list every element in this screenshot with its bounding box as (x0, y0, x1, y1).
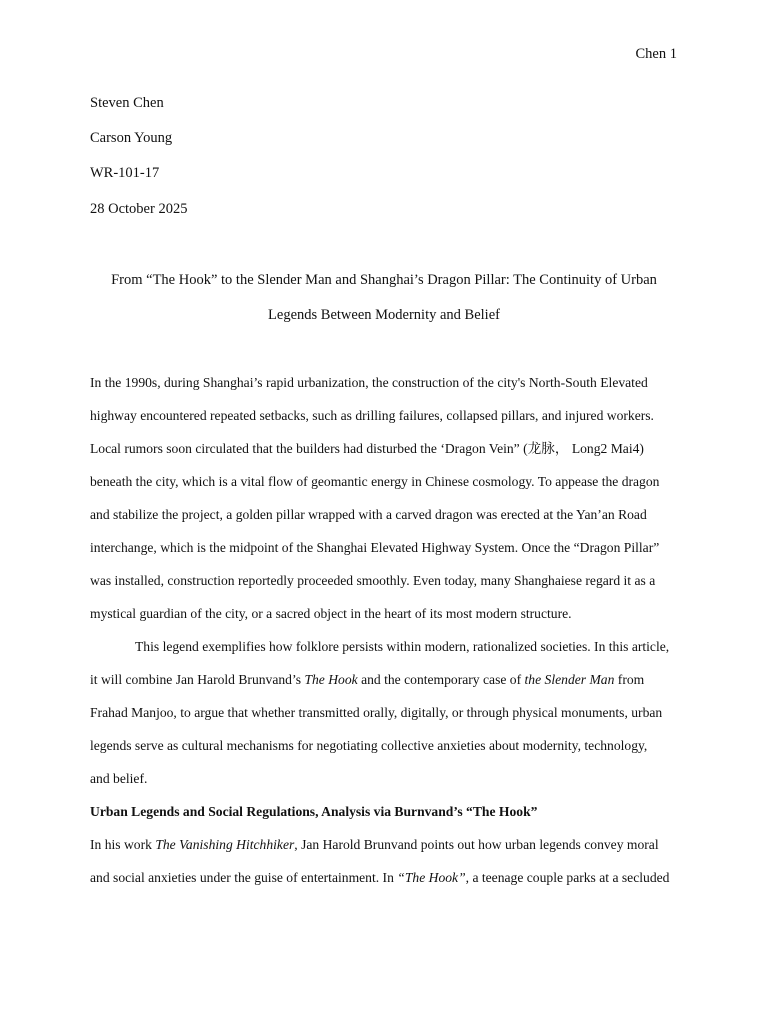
text-run: it will combine Jan Harold Brunvand’s (90, 672, 305, 687)
document-date: 28 October 2025 (90, 201, 188, 217)
title-line-1: From “The Hook” to the Slender Man and Shanghai’s Dragon Pillar: The Continuity of Urban (111, 272, 657, 288)
italic-title: the Slender Man (524, 672, 615, 687)
paragraph-2-line (90, 663, 680, 696)
paragraph-1-line: Local rumors soon circulated that the builders had disturbed the ‘Dragon Vein” (龙脉， Long2 Mai4) (90, 441, 644, 456)
paragraph-2-line: and belief. (90, 771, 148, 786)
instructor-name: Carson Young (90, 130, 173, 146)
italic-title: The Hook (304, 672, 358, 687)
document-body (90, 366, 680, 894)
section-heading: Urban Legends and Social Regulations, Analysis via Burnvand’s “The Hook” (90, 804, 538, 819)
document-title (90, 263, 678, 333)
text-run: and the contemporary case of (357, 672, 525, 687)
paragraph-1-line: interchange, which is the midpoint of the Shanghai Elevated Highway System. Once the “Dragon Pillar” (90, 540, 660, 555)
italic-title: The Vanishing Hitchhiker (155, 837, 295, 852)
text-run: from (614, 672, 645, 687)
paragraph-1-line: beneath the city, which is a vital flow of geomantic energy in Chinese cosmology. To appease the dragon (90, 474, 660, 489)
title-line-2: Legends Between Modernity and Belief (268, 307, 500, 323)
paragraph-1-line: In the 1990s, during Shanghai’s rapid urbanization, the construction of the city's North-South Elevated (90, 375, 648, 390)
text-run: and social anxieties under the guise of entertainment. In (90, 870, 398, 885)
italic-title: “The Hook” (397, 870, 466, 885)
text-run: , a teenage couple parks at a secluded (465, 870, 670, 885)
paragraph-1-line: highway encountered repeated setbacks, such as drilling failures, collapsed pillars, and injured workers. (90, 408, 654, 423)
paragraph-2-line: Frahad Manjoo, to argue that whether transmitted orally, digitally, or through physical monuments, urban (90, 705, 663, 720)
paragraph-3-line (90, 828, 680, 861)
paragraph-2-line: legends serve as cultural mechanisms for negotiating collective anxieties about modernity, technology, (90, 738, 648, 753)
page-number-header: Chen 1 (635, 46, 677, 62)
paragraph-1-line: and stabilize the project, a golden pillar wrapped with a carved dragon was erected at the Yan’an Road (90, 507, 647, 522)
text-run: In his work (90, 837, 156, 852)
paragraph-1-line: was installed, construction reportedly proceeded smoothly. Even today, many Shanghaiese regard it as a (90, 573, 656, 588)
text-run: , Jan Harold Brunvand points out how urban legends convey moral (294, 837, 659, 852)
paragraph-2-line: This legend exemplifies how folklore persists within modern, rationalized societies. In this article, (135, 639, 670, 654)
paragraph-3-line (90, 861, 680, 894)
paragraph-1-line: mystical guardian of the city, or a sacred object in the heart of its most modern structure. (90, 606, 572, 621)
author-name: Steven Chen (90, 95, 164, 111)
course-code: WR-101-17 (90, 165, 160, 181)
